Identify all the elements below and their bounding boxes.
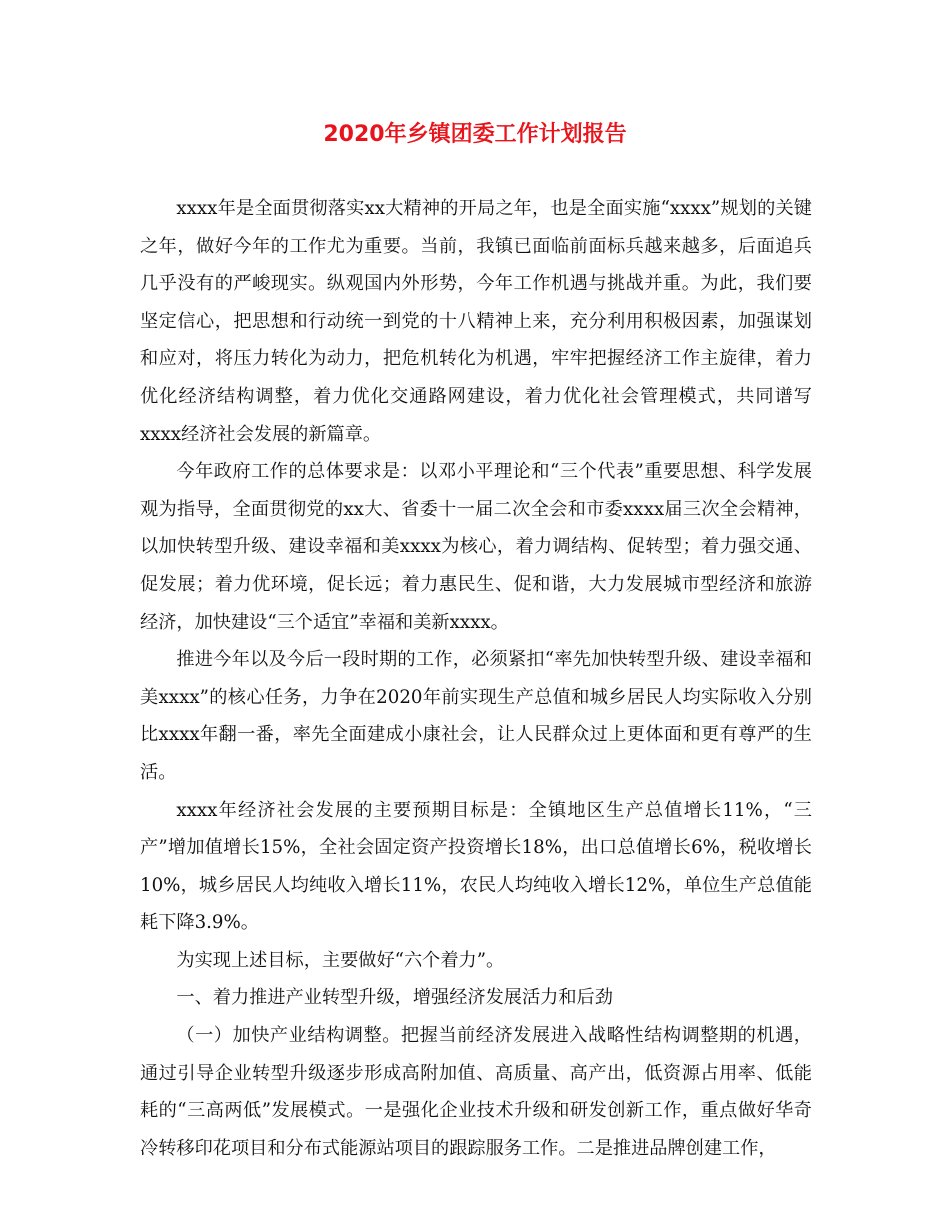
section-heading-one: 一、着力推进产业转型升级，增强经济发展活力和后劲 [176,987,613,1009]
paragraph-six-efforts: 为实现上述目标，主要做好“六个着力”。 [176,949,505,971]
paragraph-overall-requirements: 今年政府工作的总体要求是：以邓小平理论和“三个代表”重要思想、科学发展观为指导，全面贯彻党的xx大、省委十一届二次全会和市委xxxx届三次全会精神，以加快转型升级、建设幸福和美xxxx为核心，着力调结构、促转型；着力强交通、促发展；着力优环境，促长远；着力惠民生、促和谐，大力发展城市型经济和旅游经济，加快建设“三个适宜”幸福和美新xxxx。 [140,461,812,633]
paragraph-opening: xxxx年是全面贯彻落实xx大精神的开局之年，也是全面实施“xxxx”规划的关键之年，做好今年的工作尤为重要。当前，我镇已面临前面标兵越来越多，后面追兵几乎没有的严峻现实。纵观国内外形势，今年工作机遇与挑战并重。为此，我们要坚定信心，把思想和行动统一到党的十八精神上来，充分利用积极因素，加强谋划和应对，将压力转化为动力，把危机转化为机遇，牢牢把握经济工作主旋律，着力优化经济结构调整，着力优化交通路网建设，着力优化社会管理模式，共同谱写xxxx经济社会发展的新篇章。 [140,198,812,445]
paragraph-expected-targets: xxxx年经济社会发展的主要预期目标是：全镇地区生产总值增长11%，“三产”增加值增长15%，全社会固定资产投资增长18%，出口总值增长6%，税收增长10%，城乡居民人均纯收入增长11%，农民人均纯收入增长12%，单位生产总值能耗下降3.9%。 [140,799,812,934]
document-body [140,190,812,1167]
paragraph-core-tasks: 推进今年以及今后一段时期的工作，必须紧扣“率先加快转型升级、建设幸福和美xxxx”的核心任务，力争在2020年前实现生产总值和城乡居民人均实际收入分别比xxxx年翻一番，率先全面建成小康社会，让人民群众过上更体面和更有尊严的生活。 [140,649,812,783]
document-title: 2020年乡镇团委工作计划报告 [323,122,627,147]
paragraph-industry-restructuring: （一）加快产业结构调整。把握当前经济发展进入战略性结构调整期的机遇，通过引导企业转型升级逐步形成高附加值、高质量、高产出，低资源占用率、低能耗的“三高两低”发展模式。一是强化企业技术升级和研发创新工作，重点做好华奇冷转移印花项目和分布式能源站项目的跟踪服务工作。二是推进品牌创建工作， [140,1025,812,1159]
